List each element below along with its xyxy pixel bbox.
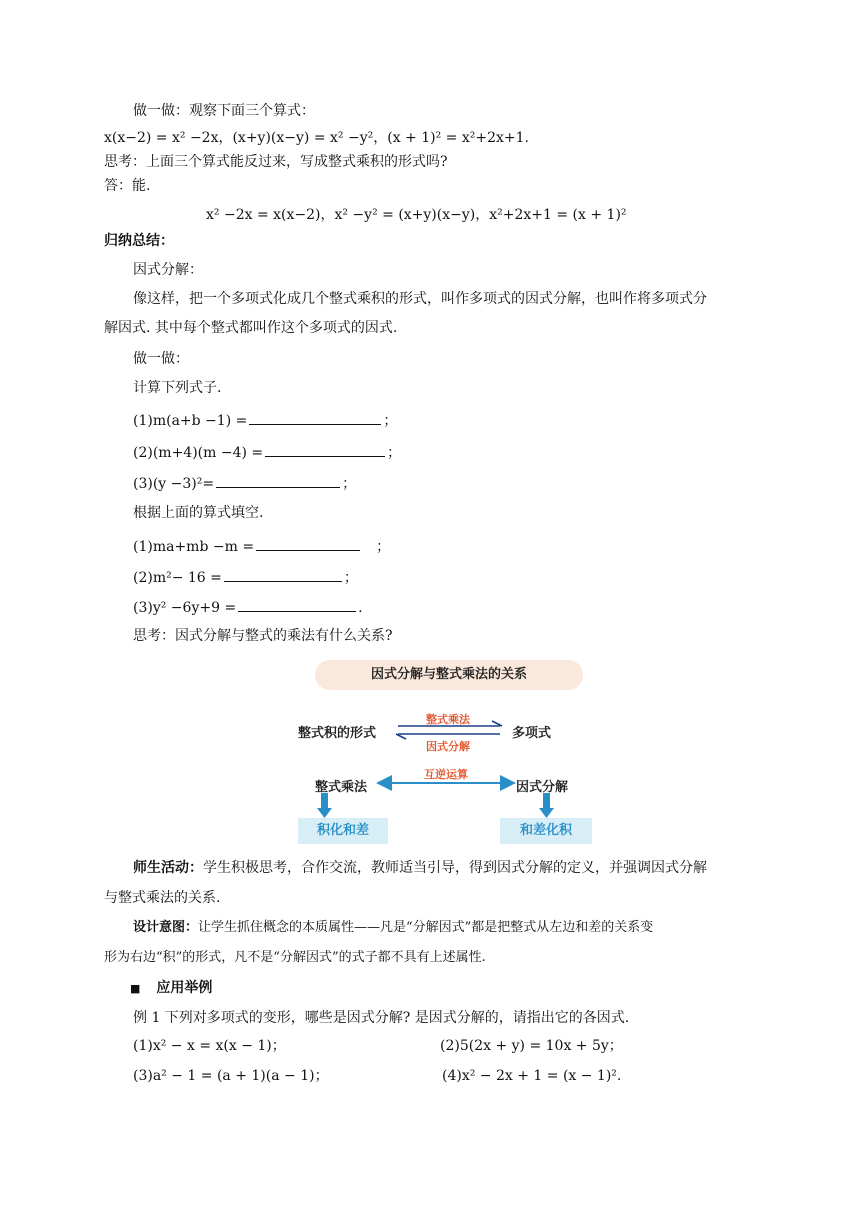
compute-item-3 xyxy=(133,473,356,494)
multiplication-label: 整式乘法 xyxy=(315,780,368,795)
section-heading xyxy=(130,978,212,999)
punct: ； xyxy=(342,476,357,492)
fill-item-2-expr: (2)m²− 16 = xyxy=(133,570,222,586)
relation-diagram xyxy=(290,656,600,852)
compute-item-2-expr: (2)(m+4)(m −4) = xyxy=(133,445,264,461)
design-intent-line-2: 形为右边“积”的形式，凡不是“分解因式”的式子都不具有上述属性. xyxy=(104,950,486,965)
fill-item-3-expr: (3)y² −6y+9 = xyxy=(133,600,237,616)
punct: . xyxy=(358,600,363,616)
fill-item-3 xyxy=(133,597,363,618)
reversed-equations: x² −2x = x(x−2)，x² −y² = (x+y)(x−y)，x²+2x+1 = (x + 1)² xyxy=(206,207,627,223)
answer-blank[interactable] xyxy=(249,410,381,425)
fill-item-2 xyxy=(133,567,358,588)
punct: ； xyxy=(376,539,391,555)
sum-to-product-box: 和差化积 xyxy=(500,818,592,844)
fill-item-1 xyxy=(133,536,390,557)
square-bullet-icon: ■ xyxy=(130,982,141,995)
multiplication-arrow-label: 整式乘法 xyxy=(426,713,470,726)
example-item-2: (2)5(2x + y) = 10x + 5y； xyxy=(440,1038,623,1054)
down-arrow-right-shaft xyxy=(543,793,550,809)
answer-blank[interactable] xyxy=(224,567,342,582)
definition-term: 因式分解： xyxy=(133,262,203,278)
definition-line-1: 像这样，把一个多项式化成几个整式乘积的形式，叫作多项式的因式分解，也叫作将多项式分 xyxy=(133,291,707,307)
factorization-arrow-label: 因式分解 xyxy=(426,740,470,753)
example-item-3: (3)a² − 1 = (a + 1)(a − 1)； xyxy=(133,1068,329,1084)
do-it-intro: 做一做：观察下面三个算式： xyxy=(133,103,315,119)
do-it-heading: 做一做： xyxy=(133,351,189,367)
factorization-label: 因式分解 xyxy=(516,780,569,795)
inverse-operation-label: 互逆运算 xyxy=(424,768,468,781)
definition-line-2: 解因式. 其中每个整式都叫作这个多项式的因式. xyxy=(104,320,398,336)
punct: ； xyxy=(387,445,402,461)
product-form-label: 整式积的形式 xyxy=(298,726,377,741)
compute-item-1-expr: (1)m(a+b −1) = xyxy=(133,413,248,429)
diagram-title: 因式分解与整式乘法的关系 xyxy=(315,660,583,690)
down-arrow-right-head xyxy=(539,808,554,818)
down-arrow-left-head xyxy=(317,808,332,818)
fill-instruction: 根据上面的算式填空. xyxy=(133,505,264,521)
fill-item-1-expr: (1)ma+mb −m = xyxy=(133,539,255,555)
answer-blank[interactable] xyxy=(256,536,360,551)
design-intent-text: 让学生抓住概念的本质属性——凡是“分解因式”都是把整式从左边和差的关系变 xyxy=(198,920,654,935)
down-arrow-left-shaft xyxy=(321,793,328,809)
teacher-activity-text: 学生积极思考，合作交流，教师适当引导，得到因式分解的定义，并强调因式分解 xyxy=(203,860,707,876)
compute-item-2 xyxy=(133,442,401,463)
teacher-activity-label: 师生活动： xyxy=(133,860,203,876)
compute-instruction: 计算下列式子. xyxy=(133,380,222,396)
section-title: 应用举例 xyxy=(156,980,213,996)
answer-label: 答：能. xyxy=(104,178,151,194)
relation-question: 思考：因式分解与整式的乘法有什么关系? xyxy=(133,628,393,644)
product-to-sum-box: 积化和差 xyxy=(298,818,388,844)
answer-blank[interactable] xyxy=(216,473,340,488)
answer-blank[interactable] xyxy=(238,597,356,612)
example-1-prompt: 例 1 下列对多项式的变形，哪些是因式分解? 是因式分解的，请指出它的各因式. xyxy=(133,1010,630,1026)
think-question: 思考：上面三个算式能反过来，写成整式乘积的形式吗? xyxy=(104,154,448,170)
punct: ； xyxy=(383,413,398,429)
compute-item-1 xyxy=(133,410,397,431)
summary-heading: 归纳总结： xyxy=(104,233,174,249)
design-intent-line-1 xyxy=(133,918,653,938)
example-item-1: (1)x² − x = x(x − 1)； xyxy=(133,1038,286,1054)
punct: ； xyxy=(343,570,358,586)
example-equations: x(x−2) = x² −2x，(x+y)(x−y) = x² −y²，(x + 1)² = x²+2x+1. xyxy=(104,130,529,146)
example-item-4: (4)x² − 2x + 1 = (x − 1)². xyxy=(442,1068,622,1084)
teacher-activity-line-1 xyxy=(133,858,707,878)
polynomial-label: 多项式 xyxy=(512,726,552,741)
teacher-activity-line-2: 与整式乘法的关系. xyxy=(104,890,221,906)
answer-blank[interactable] xyxy=(265,442,385,457)
compute-item-3-expr: (3)(y −3)²= xyxy=(133,476,215,492)
design-intent-label: 设计意图： xyxy=(133,920,199,935)
